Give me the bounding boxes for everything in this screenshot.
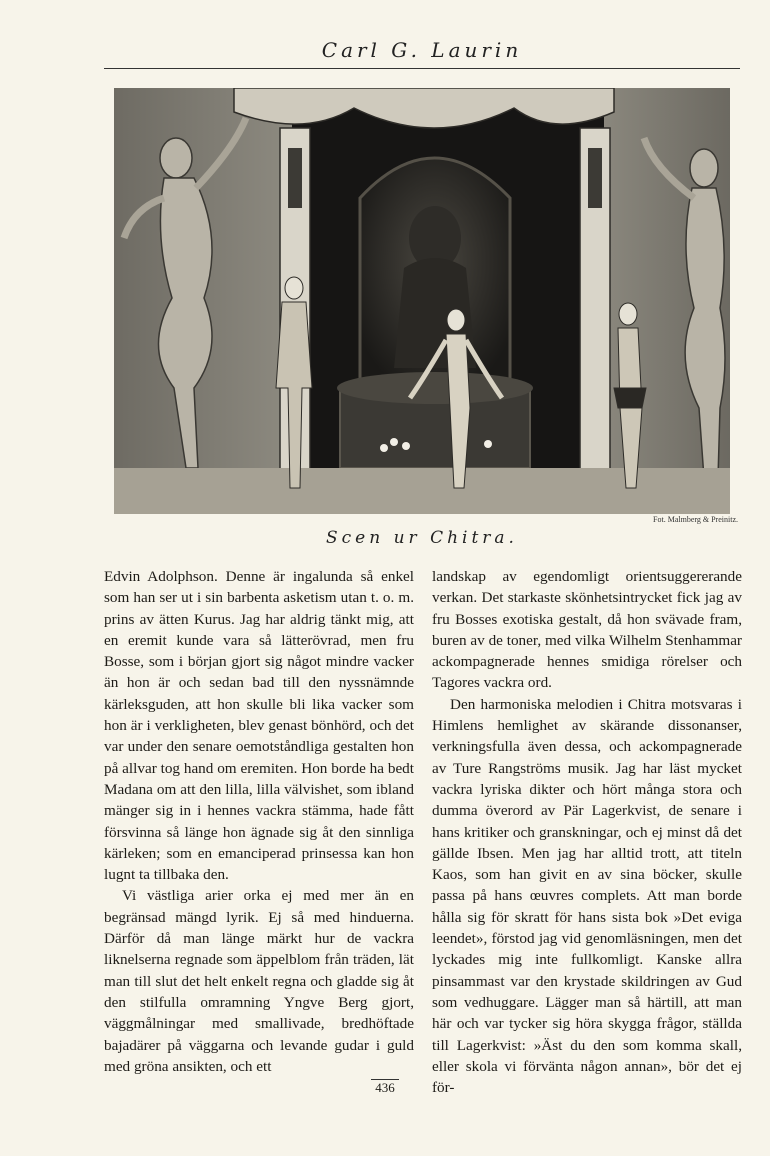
- page-number: [0, 1080, 770, 1096]
- stage-photo: [114, 88, 730, 514]
- right-paragraph-1: landskap av egendomligt orientsuggererande verkan. Det starkaste skönhetsintrycket fick jag av fru Bosses exotiska gestalt, då hon svävade fram, buren av de toner, med vilka Wilhelm Stenhammar ackompagnerade hennes smidiga rörelser och Tagores vackra ord.: [432, 568, 742, 692]
- right-paragraph-2: Den harmoniska melodien i Chitra motsvaras i Himlens hemlighet av skärande dissonanser, verkningsfulla även dessa, och ackompagnerade av Ture Rangströms musik. Jag har läst mycket vackra lyriska dikter och hört många stora och dumma överord av Pär Lagerkvist, de senare i hans kritiker och granskningar, och ej minst då det gällde Ibsen. Men jag har alltid trott, att titeln Kaos, som han givit en av sina böcker, skulle passa på hans œuvres complets. Att man borde hålla sig för skratt för hans sista bok »Det eviga leendet», förstod jag vid genomläsningen, men det lyckades mig inte fullkomligt. Kanske allra pinsammast var den krystade skildringen av Gud som vedhuggare. Lägger man så härtill, att man här och var tycker sig höra skygga frågor, ställda till Lagerkvist: »Äst du den som komma skall, eller skola vi förvänta någon annan», bör det ej för-: [432, 695, 742, 1097]
- photo-credit: Fot. Malmberg & Preinitz.: [653, 515, 738, 524]
- stage-photo-icon: [114, 88, 730, 514]
- left-paragraph-2: Vi västliga arier orka ej med mer än en begränsad mängd lyrik. Ej så med hinduerna. Därför då man länge märkt hur de vackra liknelserna regnade som äppelblom från träden, lät man till slut det helt enkelt regna och gladde sig åt den stilfulla omramning Yngve Berg gjort, väggmålningar med smallivade, bredhöftade bajadärer på väggarna och levande gudar i guld med gröna ansikten, och ett: [104, 887, 414, 1075]
- figure-caption: Scen ur Chitra.: [326, 528, 518, 548]
- head-rule: [104, 68, 740, 69]
- left-paragraph-1: Edvin Adolphson. Denne är ingalunda så enkel som han ser ut i sin barbenta asketism utan t. o. m. prins av ätten Kurus. Jag har aldrig tänkt mig, att en eremit kunde vara så lätterövrad, men fru Bosse, som i början gjort sig något mindre vacker än hon är och sedan bad till den nyssnämnde kärleksguden, att hon skulle bli lika vacker som hon är i verkligheten, blev genast bönhörd, och det var under den senare oemotståndliga gestalten hon på allvar tog hand om eremiten. Hon borde ha bedt Madana om att den lilla, lilla välvishet, som ibland mänger sig in i hennes vackra stämma, hade fått försvinna så länge hon ägnade sig åt den sinnliga kärleken; som en emanciperad prinsessa kan hon lugnt ta tillbaka den.: [104, 568, 414, 884]
- right-column: [432, 566, 742, 1098]
- left-column: [104, 566, 414, 1077]
- page-number-text: 436: [371, 1079, 399, 1095]
- running-head: Carl G. Laurin: [321, 38, 523, 62]
